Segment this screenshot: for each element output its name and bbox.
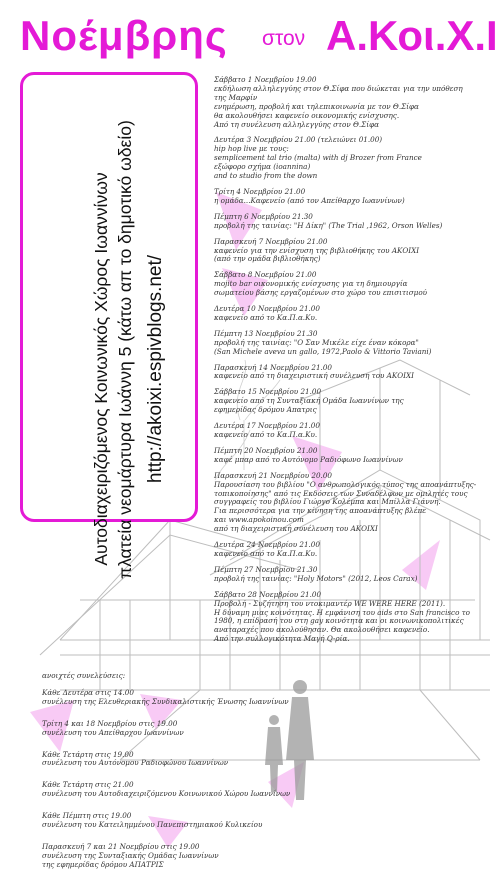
venue-info-box: [20, 72, 198, 579]
meeting-entry: [42, 812, 282, 830]
event-date: Παρασκευή 21 Νοεμβρίου 20.00: [214, 470, 332, 480]
event-date: Παρασκευή 7 Νοεμβρίου 21.00: [214, 236, 328, 246]
event-date: Δευτέρα 24 Νοεμβρίου 21.00: [214, 540, 320, 550]
event-detail: (San Michele aveva un gallo, 1972,Paolo & Vittorio Taviani): [214, 346, 432, 356]
event-date: Πέμπτη 6 Νοεμβρίου 21.30: [214, 211, 313, 221]
event-detail: semplicement tal trio (malta) with dj Brozer from France: [214, 153, 422, 163]
meetings-section: [42, 671, 291, 872]
title-connector: στον: [262, 27, 306, 50]
event-date: Σάββατο 28 Νοεμβρίου 21.00: [214, 589, 322, 599]
event-entry: [214, 330, 494, 357]
event-detail: προβολή της ταινίας: "Η Δίκη" (The Trial ,1962, Orson Welles): [214, 220, 443, 230]
event-detail: σωματείου βάσης εργαζομένων στο χώρο του επισιτισμού: [214, 288, 428, 298]
event-detail: καφενείο για την ενίσχυση της βιβλιοθήκης του ΑΚΟΙΧΙ: [214, 245, 420, 255]
event-detail: αναταραχές που ακολούθησαν. Θα ακολουθήσει καφενείο.: [214, 625, 430, 635]
event-entry: [214, 271, 494, 298]
meeting-entry: [42, 843, 282, 870]
event-date: Παρασκευή 14 Νοεμβρίου 21.00: [214, 362, 332, 372]
event-detail: καφενείο από τη Συνταξιακή Ομάδα Ιωαννίνων της: [214, 396, 404, 406]
poster-title: [8, 10, 496, 62]
event-entry: [214, 188, 494, 206]
event-entry: [214, 541, 494, 559]
event-detail: καφενείο από το Κα.Π.α.Κυ.: [214, 430, 318, 439]
event-detail: συγγραφείς του βιβλίου Γιώργο Κολέμπα και Μπίλλα Γιάννη.: [214, 497, 441, 507]
event-detail: εξώφορο σχήμα (ioannina): [214, 162, 311, 172]
event-detail: θα ακολουθήσει καφενείο οικονομικής ενίσχυσης.: [214, 110, 400, 120]
meeting-schedule: Κάθε Δευτέρα στις 14.00: [42, 687, 134, 697]
event-entry: [214, 213, 494, 231]
event-date: Σάββατο 15 Νοεμβρίου 21.00: [214, 387, 322, 397]
meeting-group: συνέλευση της Ελευθεριακής Συνδικαλιστικής Ένωσης Ιωαννίνων: [42, 696, 289, 706]
event-entry: [214, 364, 494, 382]
event-detail: Παρουσίαση του βιβλίου "Ο ανθρωπολογικός τύπος της αποανάπτυξης-: [214, 479, 477, 489]
event-detail: Η δύναμη μιας κοινότητας. Η εμφάνιση του aids στο San francisco το: [214, 607, 470, 617]
venue-info-text: [89, 120, 169, 579]
event-detail: καφέ μπαρ από το Αυτόνομο Ραδιόφωνο Ιωαννίνων: [214, 454, 403, 464]
event-entry: [214, 76, 494, 129]
event-detail: προβολή της ταινίας: "Holy Motors" (2012, Leos Carax): [214, 573, 418, 583]
event-date: Δευτέρα 10 Νοεμβρίου 21.00: [214, 304, 320, 314]
event-detail: η ομάδα...Καφενείο (από τον Απείθαρχο Ιωαννίνων): [214, 195, 405, 205]
event-detail: 1980, η επίδρασή του στη gay κοινότητα και οι κοινωνικοπολιτικές: [214, 616, 464, 626]
meeting-schedule: Παρασκευή 7 και 21 Νοεμβρίου στις 19.00: [42, 841, 200, 851]
event-detail: and to studio from the down: [214, 171, 318, 181]
event-date: Σάββατο 1 Νοεμβρίου 19.00: [214, 75, 317, 84]
event-entry: [214, 591, 494, 644]
meeting-entry: [42, 720, 282, 738]
meeting-entry: [42, 687, 289, 707]
event-detail: εκδήλωση αλληλεγγύης στον Θ.Σίφα που διώκεται για την υπόθεση: [214, 83, 463, 93]
meeting-group: συνέλευση της Συνταξιακής Ομάδας Ιωαννίνων: [42, 850, 219, 860]
venue-address: πλατεία νεομάρτυρα Ιωάννη 5 (κάτω απ το δημοτικό ωδείο): [115, 120, 135, 579]
event-date: Σάββατο 8 Νοεμβρίου 21.00: [214, 270, 317, 280]
meeting-group: συνέλευση του Αυτοδιαχειριζόμενου Κοινωνικού Χώρου Ιωαννίνων: [42, 789, 291, 799]
event-date: Δευτέρα 3 Νοεμβρίου 21.00 (τελειώνει 01.00): [214, 135, 383, 145]
meeting-group: συνέλευση του Αυτόνομου Ραδιοφώνου Ιωαννίνων: [42, 758, 229, 768]
event-detail: (από την ομάδα βιβλιοθήκης): [214, 254, 321, 264]
event-detail: καφενείο από το Κα.Π.α.Κυ.: [214, 548, 318, 558]
event-list: [214, 76, 494, 651]
title-venue: Α.Κοι.Χ.Ι: [326, 12, 498, 59]
event-detail: προβολή της ταινίας: "Ο Σαν Μικέλε είχε έναν κόκορα": [214, 337, 419, 347]
meeting-entry: [42, 751, 282, 769]
event-entry: [214, 388, 494, 415]
meeting-entry: [42, 780, 291, 799]
event-detail: Για περισσότερα για την κίνηση της αποανάπτυξης βλέπε: [214, 506, 427, 516]
event-date: Πέμπτη 13 Νοεμβρίου 21.30: [214, 328, 318, 338]
event-entry: [214, 447, 494, 465]
title-month: Νοέμβρης: [20, 12, 228, 59]
event-detail: hip hop live με τους:: [214, 144, 289, 154]
event-detail: εφημερίδας δρόμου Απατρις: [214, 405, 317, 415]
meeting-group: συνέλευση του Απείθαρχου Ιωαννίνων: [42, 727, 184, 737]
meeting-group: της εφημερίδας δρόμου ΑΠΑΤΡΙΣ: [42, 859, 164, 869]
event-entry: [214, 238, 494, 265]
event-date: Τρίτη 4 Νοεμβρίου 21.00: [214, 186, 306, 196]
event-detail: Προβολή - Συζήτηση του ντοκιμαντέρ WE WERE HERE (2011).: [214, 598, 446, 608]
event-detail: mojito bar οικονομικής ενίσχυσης για τη δημιουργία: [214, 279, 408, 289]
event-detail: της Μαρφίν: [214, 92, 258, 102]
event-detail: και www.apokoinou.com: [214, 515, 304, 525]
event-entry: [214, 305, 494, 323]
meeting-schedule: Τρίτη 4 και 18 Νοεμβρίου στις 19.00: [42, 718, 178, 728]
meeting-schedule: Κάθε Πέμπτη στις 19.00: [42, 811, 132, 821]
meeting-schedule: Κάθε Τετάρτη στις 21.00: [42, 780, 134, 790]
event-detail: από τη διαχειριστική συνέλευση του ΑΚΟΙΧΙ: [214, 524, 378, 534]
event-entry: [214, 422, 494, 440]
meetings-title: ανοιχτές συνελεύσεις:: [42, 671, 126, 680]
meeting-group: συνέλευση του Κατειλημμένου Πανεπιστημιακού Κυλικείου: [42, 820, 263, 830]
event-date: Δευτέρα 17 Νοεμβρίου 21.00: [214, 421, 320, 431]
event-date: Πέμπτη 20 Νοεμβρίου 21.00: [214, 445, 318, 455]
event-entry: [214, 566, 494, 584]
event-detail: καφενείο από το Κα.Π.α.Κυ.: [214, 312, 318, 322]
venue-url-link[interactable]: http://akoixi.espivblogs.net/: [145, 254, 166, 484]
meetings-list: [42, 687, 291, 870]
event-detail: ενημέρωση, προβολή και τηλεπικοινωνία με τον Θ.Σίφα: [214, 101, 419, 111]
event-entry: [214, 472, 494, 534]
event-detail: καφενείο από τη διαχειριστική συνέλευση του ΑΚΟΙΧΙ: [214, 371, 414, 381]
event-detail: Από την συλλογικότητα Μαγή Q-ρία.: [214, 634, 350, 644]
event-entry: [214, 136, 494, 181]
event-date: Πέμπτη 27 Νοεμβρίου 21.30: [214, 564, 318, 574]
venue-name: Αυτοδιαχειριζόμενος Κοινωνικός Χώρος Ιωαννίνων: [91, 172, 111, 566]
event-detail: τοπικοποίησης" από τις Εκδόσεις των Συναδέλφων με ομιλητές τους: [214, 488, 468, 498]
meeting-schedule: Κάθε Τετάρτη στις 19.00: [42, 749, 134, 759]
event-detail: Από τη συνέλευση αλληλεγγύης στον Θ.Σίφα: [214, 119, 379, 129]
